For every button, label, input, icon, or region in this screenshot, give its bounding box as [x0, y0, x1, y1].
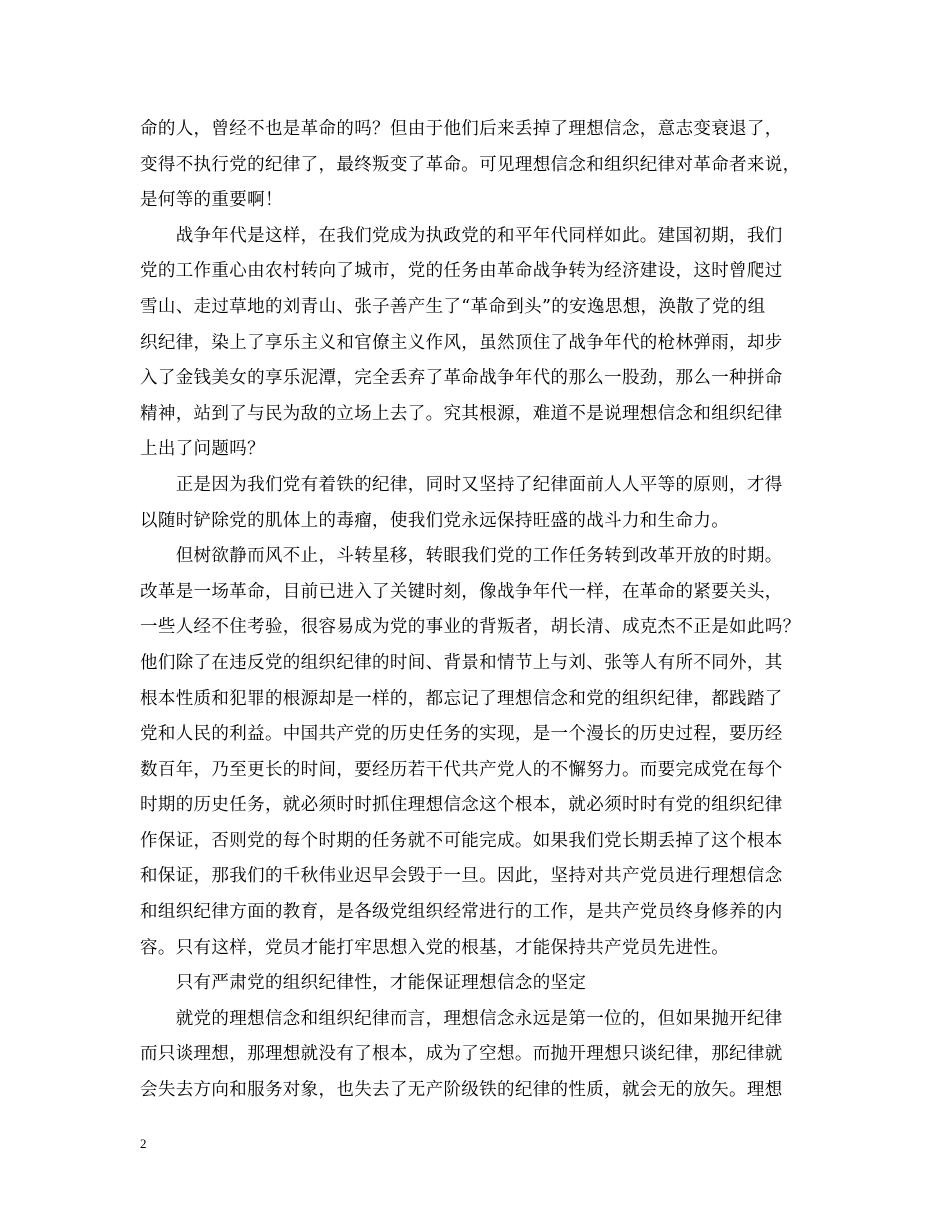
section-heading: 只有严肃党的组织纪律性，才能保证理想信念的坚定 [140, 973, 587, 994]
text-line: 根本性质和犯罪的根源却是一样的，都忘记了理想信念和党的组织纪律，都践踏了 [140, 688, 783, 709]
text-line: 上出了问题吗？ [140, 439, 265, 460]
text-line: 正是因为我们党有着铁的纪律，同时又坚持了纪律面前人人平等的原则，才得 [140, 474, 783, 495]
text-line: 就党的理想信念和组织纪律而言，理想信念永远是第一位的，但如果抛开纪律 [140, 1008, 783, 1029]
text-line: 雪山、走过草地的刘青山、张子善产生了“革命到头”的安逸思想，涣散了党的组 [140, 296, 766, 317]
text-line: 是何等的重要啊！ [140, 190, 283, 211]
body-text [140, 112, 830, 1109]
text-line: 战争年代是这样，在我们党成为执政党的和平年代同样如此。建国初期，我们 [140, 225, 783, 246]
text-line: 党和人民的利益。中国共产党的历史任务的实现，是一个漫长的历史过程，要历经 [140, 724, 783, 745]
text-line: 变得不执行党的纪律了，最终叛变了革命。可见理想信念和组织纪律对革命者来说， [140, 154, 801, 175]
text-line: 但树欲静而风不止，斗转星移，转眼我们党的工作任务转到改革开放的时期。 [140, 546, 783, 567]
text-line: 党的工作重心由农村转向了城市，党的任务由革命战争转为经济建设，这时曾爬过 [140, 261, 783, 282]
text-line: 和保证，那我们的千秋伟业迟早会毁于一旦。因此，坚持对共产党员进行理想信念 [140, 866, 783, 887]
text-line: 命的人，曾经不也是革命的吗？但由于他们后来丢掉了理想信念，意志变衰退了， [140, 119, 783, 139]
text-line: 数百年，乃至更长的时间，要经历若干代共产党人的不懈努力。而要完成党在每个 [140, 759, 783, 780]
text-line: 作保证，否则党的每个时期的任务就不可能完成。如果我们党长期丢掉了这个根本 [140, 830, 783, 851]
text-line: 以随时铲除党的肌体上的毒瘤，使我们党永远保持旺盛的战斗力和生命力。 [140, 510, 730, 531]
text-line: 改革是一场革命，目前已进入了关键时刻，像战争年代一样，在革命的紧要关头， [140, 581, 783, 602]
text-line: 和组织纪律方面的教育，是各级党组织经常进行的工作，是共产党员终身修养的内 [140, 902, 783, 923]
text-line: 容。只有这样，党员才能打牢思想入党的根基，才能保持共产党员先进性。 [140, 937, 730, 958]
text-line: 一些人经不住考验，很容易成为党的事业的背叛者，胡长清、成克杰不正是如此吗？ [140, 617, 801, 638]
page-number: 2 [140, 1136, 147, 1151]
text-line: 入了金钱美女的享乐泥潭，完全丢弃了革命战争年代的那么一股劲，那么一种拼命 [140, 368, 783, 389]
text-line: 他们除了在违反党的组织纪律的时间、背景和情节上与刘、张等人有所不同外，其 [140, 652, 783, 673]
text-line: 精神，站到了与民为敌的立场上去了。究其根源，难道不是说理想信念和组织纪律 [140, 403, 783, 424]
text-line: 时期的历史任务，就必须时时抓住理想信念这个根本，就必须时时有党的组织纪律 [140, 795, 783, 816]
text-line: 而只谈理想，那理想就没有了根本，成为了空想。而抛开理想只谈纪律，那纪律就 [140, 1044, 783, 1065]
text-line: 会失去方向和服务对象，也失去了无产阶级铁的纪律的性质，就会无的放矢。理想 [140, 1080, 783, 1101]
text-line: 织纪律，染上了享乐主义和官僚主义作风，虽然顶住了战争年代的枪林弹雨，却步 [140, 332, 783, 353]
